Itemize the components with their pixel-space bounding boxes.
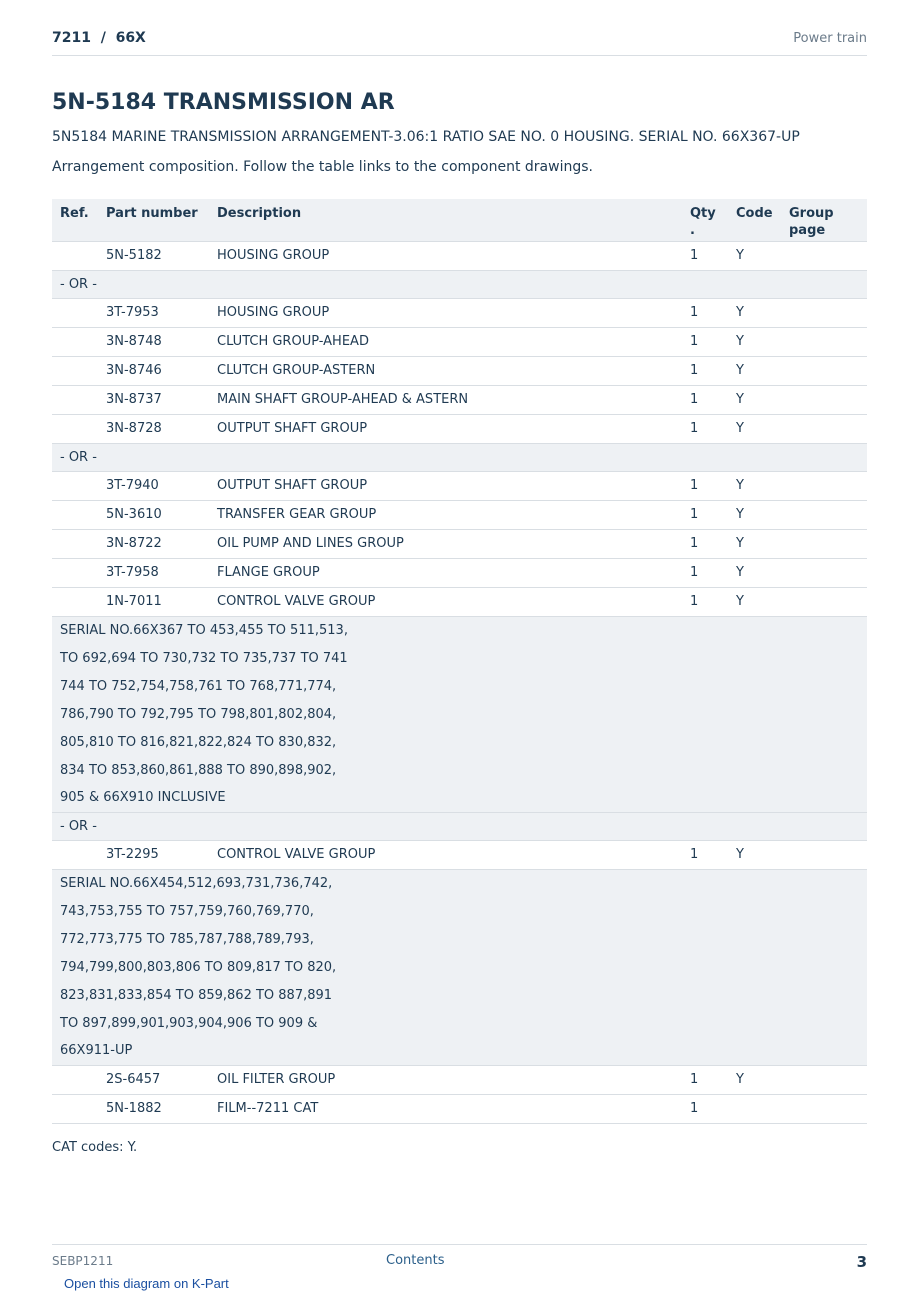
contents-link[interactable]: Contents [386,1253,445,1268]
table-row [52,327,867,356]
parts-table [52,199,867,1124]
group-page-cell [781,414,867,443]
ref-cell [52,529,98,558]
table-row [52,356,867,385]
note-text: SERIAL NO.66X367 TO 453,455 TO 511,513, [52,616,867,644]
note-row [52,672,867,700]
note-text: 743,753,755 TO 757,759,760,769,770, [52,897,867,925]
page-subtitle: 5N5184 MARINE TRANSMISSION ARRANGEMENT-3.06:1 RATIO SAE NO. 0 HOUSING. SERIAL NO. 66X367-UP [52,129,800,145]
description-cell: FLANGE GROUP [209,558,682,587]
note-row [52,644,867,672]
header-model: 7211 / 66X [52,30,146,46]
note-text: 772,773,775 TO 785,787,788,789,793, [52,925,867,953]
qty-cell: 1 [682,529,728,558]
group-page-cell [781,356,867,385]
group-page-cell [781,840,867,869]
qty-cell: 1 [682,241,728,270]
note-row [52,953,867,981]
table-row [52,471,867,500]
ref-cell [52,298,98,327]
note-text: SERIAL NO.66X454,512,693,731,736,742, [52,869,867,897]
group-page-cell [781,471,867,500]
note-text: 834 TO 853,860,861,888 TO 890,898,902, [52,756,867,784]
code-cell: Y [728,327,781,356]
table-row [52,414,867,443]
group-page-cell [781,587,867,616]
table-row [52,529,867,558]
table-header-row [52,199,867,241]
ref-cell [52,1094,98,1123]
note-text: - OR - [52,812,867,840]
group-page-cell [781,529,867,558]
qty-cell: 1 [682,558,728,587]
group-page-cell [781,1065,867,1094]
note-text: 823,831,833,854 TO 859,862 TO 887,891 [52,981,867,1009]
note-row [52,925,867,953]
kpart-link[interactable]: Open this diagram on K-Part [64,1276,229,1291]
group-page-cell [781,327,867,356]
header-section: Power train [793,31,867,46]
ref-cell [52,500,98,529]
note-text: 905 & 66X910 INCLUSIVE [52,784,867,812]
code-cell: Y [728,840,781,869]
part-number-cell: 3N-8728 [98,414,209,443]
col-desc-header: Description [209,199,682,241]
part-number-cell: 3N-8737 [98,385,209,414]
code-cell: Y [728,414,781,443]
description-cell: CLUTCH GROUP-AHEAD [209,327,682,356]
part-number-cell: 2S-6457 [98,1065,209,1094]
ref-cell [52,471,98,500]
note-text: 805,810 TO 816,821,822,824 TO 830,832, [52,728,867,756]
col-code-header: Code [728,199,781,241]
table-row [52,1094,867,1123]
note-row [52,270,867,298]
table-row [52,558,867,587]
qty-cell: 1 [682,1094,728,1123]
qty-cell: 1 [682,500,728,529]
code-cell: Y [728,587,781,616]
code-cell: Y [728,385,781,414]
description-cell: HOUSING GROUP [209,298,682,327]
group-page-cell [781,298,867,327]
part-number-cell: 1N-7011 [98,587,209,616]
part-number-cell: 3T-7940 [98,471,209,500]
table-row [52,298,867,327]
description-cell: OIL PUMP AND LINES GROUP [209,529,682,558]
table-row [52,500,867,529]
description-cell: CLUTCH GROUP-ASTERN [209,356,682,385]
part-number-cell: 3N-8722 [98,529,209,558]
cat-codes-note: CAT codes: Y. [52,1140,138,1155]
code-cell: Y [728,529,781,558]
part-number-cell: 3T-7953 [98,298,209,327]
part-number-cell: 3N-8748 [98,327,209,356]
description-cell: OUTPUT SHAFT GROUP [209,471,682,500]
code-cell: Y [728,356,781,385]
page-number: 3 [856,1253,867,1271]
page-title: 5N-5184 TRANSMISSION AR [52,90,395,115]
ref-cell [52,414,98,443]
qty-cell: 1 [682,385,728,414]
qty-cell: 1 [682,587,728,616]
table-row [52,1065,867,1094]
note-row [52,443,867,471]
col-part-header: Part number [98,199,209,241]
ref-cell [52,840,98,869]
intro-text: Arrangement composition. Follow the table links to the component drawings. [52,159,593,175]
group-page-cell [781,558,867,587]
qty-cell: 1 [682,471,728,500]
part-number-cell: 5N-3610 [98,500,209,529]
qty-cell: 1 [682,840,728,869]
part-number-cell: 3N-8746 [98,356,209,385]
col-group-header: Group page [781,199,867,241]
description-cell: MAIN SHAFT GROUP-AHEAD & ASTERN [209,385,682,414]
qty-cell: 1 [682,356,728,385]
description-cell: OUTPUT SHAFT GROUP [209,414,682,443]
ref-cell [52,241,98,270]
group-page-cell [781,500,867,529]
part-number-cell: 3T-2295 [98,840,209,869]
part-number-cell: 5N-1882 [98,1094,209,1123]
description-cell: OIL FILTER GROUP [209,1065,682,1094]
note-row [52,756,867,784]
note-text: 794,799,800,803,806 TO 809,817 TO 820, [52,953,867,981]
qty-cell: 1 [682,298,728,327]
code-cell: Y [728,241,781,270]
code-cell: Y [728,558,781,587]
ref-cell [52,558,98,587]
table-row [52,587,867,616]
footer-doc-id: SEBP1211 [52,1254,114,1268]
description-cell: TRANSFER GEAR GROUP [209,500,682,529]
description-cell: CONTROL VALVE GROUP [209,840,682,869]
col-qty-header: Qty . [682,199,728,241]
code-cell: Y [728,298,781,327]
note-text: TO 692,694 TO 730,732 TO 735,737 TO 741 [52,644,867,672]
col-ref-header: Ref. [52,199,98,241]
ref-cell [52,587,98,616]
note-row [52,784,867,812]
page-footer [52,1244,867,1275]
description-cell: CONTROL VALVE GROUP [209,587,682,616]
note-row [52,897,867,925]
group-page-cell [781,1094,867,1123]
ref-cell [52,1065,98,1094]
note-row [52,1009,867,1037]
code-cell: Y [728,471,781,500]
code-cell: Y [728,500,781,529]
qty-cell: 1 [682,1065,728,1094]
note-row [52,812,867,840]
ref-cell [52,356,98,385]
code-cell: Y [728,1065,781,1094]
code-cell [728,1094,781,1123]
part-number-cell: 3T-7958 [98,558,209,587]
ref-cell [52,385,98,414]
description-cell: FILM--7211 CAT [209,1094,682,1123]
qty-cell: 1 [682,327,728,356]
ref-cell [52,327,98,356]
note-row [52,981,867,1009]
table-row [52,840,867,869]
note-text: 744 TO 752,754,758,761 TO 768,771,774, [52,672,867,700]
note-text: TO 897,899,901,903,904,906 TO 909 & [52,1009,867,1037]
note-text: - OR - [52,270,867,298]
note-text: 66X911-UP [52,1037,867,1065]
table-row [52,385,867,414]
table-row [52,241,867,270]
page-header [52,28,867,56]
description-cell: HOUSING GROUP [209,241,682,270]
note-row [52,700,867,728]
note-text: - OR - [52,443,867,471]
note-row [52,1037,867,1065]
group-page-cell [781,241,867,270]
group-page-cell [781,385,867,414]
note-row [52,869,867,897]
note-row [52,728,867,756]
note-row [52,616,867,644]
note-text: 786,790 TO 792,795 TO 798,801,802,804, [52,700,867,728]
qty-cell: 1 [682,414,728,443]
part-number-cell: 5N-5182 [98,241,209,270]
